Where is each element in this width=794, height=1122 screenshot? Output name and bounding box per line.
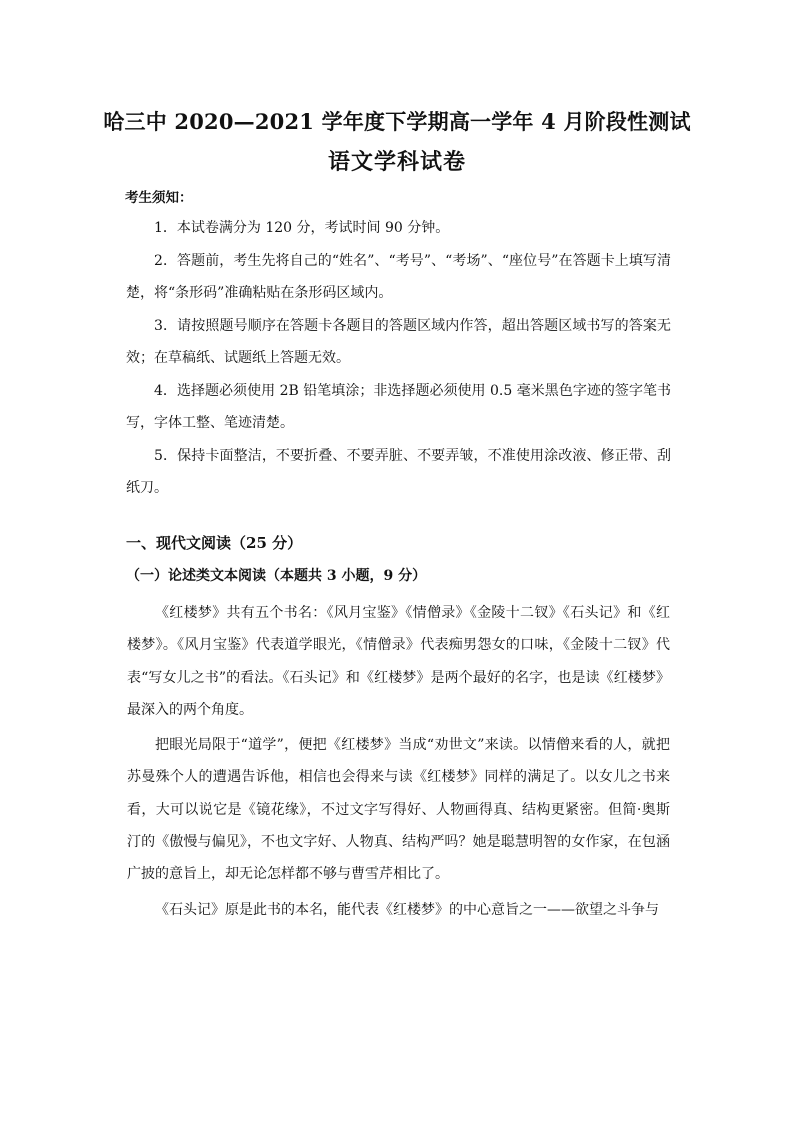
section-heading: 一、现代文阅读（25 分）: [126, 534, 303, 552]
exam-title: 哈三中 2020—2021 学年度下学期高一学年 4 月阶段性测试: [103, 109, 691, 134]
notice-item-5: 5．保持卡面整洁，不要折叠、不要弄脏、不要弄皱，不准使用涂改液、修正带、刮纸刀。: [126, 447, 671, 496]
notice-list: [126, 212, 671, 505]
notice-item-1: 1．本试卷满分为 120 分，考试时间 90 分钟。: [154, 220, 450, 236]
passage-paragraph-2: 把眼光局限于“道学”，便把《红楼梦》当成“劝世文”来读。以情僧来看的人，就把苏曼殊个人的遭遇告诉他，相信也会得来与读《红楼梦》同样的满足了。以女儿之书来看，大可以说它是《镜花缘》，不过文字写得好、人物画得真、结构更紧密。但简·奥斯汀的《傲慢与偏见》，不也文字好、人物真、结构严吗？她是聪慧明智的女作家，在包涵广披的意旨上，却无论怎样都不够与曹雪芹相比了。: [127, 737, 670, 883]
notice-heading: 考生须知：: [125, 190, 193, 206]
exam-subtitle: 语文学科试卷: [327, 149, 466, 175]
passage-paragraph-1: 《红楼梦》共有五个书名：《风月宝鉴》《情僧录》《金陵十二钗》《石头记》和《红楼梦》。《风月宝鉴》代表道学眼光，《情僧录》代表痴男怨女的口味，《金陵十二钗》代表“写女儿之书”的看法。《石头记》和《红楼梦》是两个最好的名字，也是读《红楼梦》最深入的两个角度。: [127, 605, 670, 718]
reading-passage: [127, 597, 670, 926]
notice-item-4: 4．选择题必须使用 2B 铅笔填涂；非选择题必须使用 0.5 毫米黑色字迹的签字笔书写，字体工整、笔迹清楚。: [126, 382, 671, 431]
subsection-heading: （一）论述类文本阅读（本题共 3 小题，9 分）: [126, 568, 427, 584]
notice-item-2: 2．答题前，考生先将自己的“姓名”、“考号”、“考场”、“座位号”在答题卡上填写清楚，将“条形码”准确粘贴在条形码区域内。: [126, 252, 671, 301]
passage-paragraph-3: 《石头记》原是此书的本名，能代表《红楼梦》的中心意旨之一——欲望之斗争与: [155, 901, 659, 918]
notice-item-3: 3．请按照题号顺序在答题卡各题目的答题区域内作答，超出答题区域书写的答案无效；在草稿纸、试题纸上答题无效。: [126, 317, 671, 366]
